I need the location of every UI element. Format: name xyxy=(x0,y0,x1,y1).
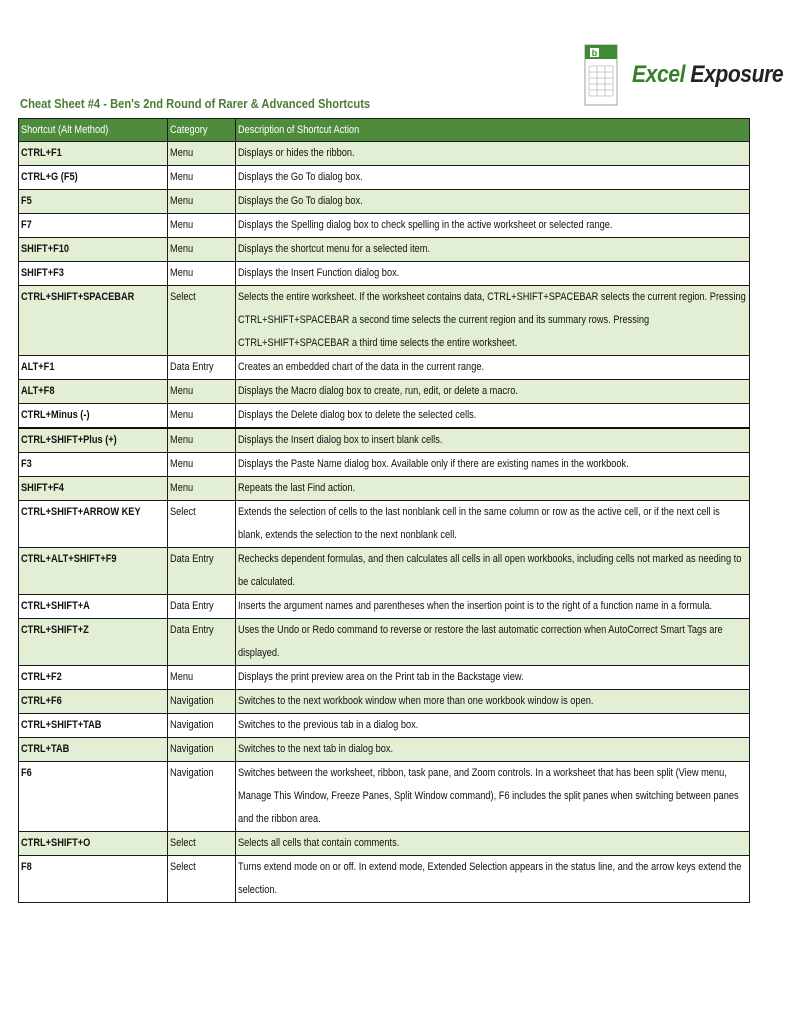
description-cell: Displays the shortcut menu for a selected item. xyxy=(236,238,750,262)
shortcut-cell: CTRL+F1 xyxy=(19,142,168,166)
description-cell: Selects all cells that contain comments. xyxy=(236,832,750,856)
description-cell: Turns extend mode on or off. In extend mode, Extended Selection appears in the status line, and the arrow keys extend the selection. xyxy=(236,856,750,903)
category-cell: Menu xyxy=(168,214,236,238)
description-cell: Displays the Macro dialog box to create, run, edit, or delete a macro. xyxy=(236,380,750,404)
table-row xyxy=(19,595,750,619)
shortcut-cell: F6 xyxy=(19,762,168,832)
category-cell: Menu xyxy=(168,428,236,453)
table-row xyxy=(19,690,750,714)
shortcut-cell: CTRL+F6 xyxy=(19,690,168,714)
svg-text:b: b xyxy=(591,48,598,58)
shortcut-cell: CTRL+SHIFT+TAB xyxy=(19,714,168,738)
description-cell: Displays the print preview area on the Print tab in the Backstage view. xyxy=(236,666,750,690)
category-cell: Menu xyxy=(168,453,236,477)
logo-wordmark xyxy=(632,61,783,89)
category-cell: Select xyxy=(168,856,236,903)
category-cell: Menu xyxy=(168,262,236,286)
category-cell: Navigation xyxy=(168,762,236,832)
page-title: Cheat Sheet #4 - Ben's 2nd Round of Rarer & Advanced Shortcuts xyxy=(20,96,371,111)
header-description: Description of Shortcut Action xyxy=(236,119,750,142)
table-header-row xyxy=(19,119,750,142)
shortcut-cell: F8 xyxy=(19,856,168,903)
table-row xyxy=(19,404,750,429)
shortcut-cell: CTRL+G (F5) xyxy=(19,166,168,190)
category-cell: Menu xyxy=(168,166,236,190)
category-cell: Menu xyxy=(168,238,236,262)
table-row xyxy=(19,262,750,286)
description-cell: Switches to the previous tab in a dialog box. xyxy=(236,714,750,738)
shortcuts-table xyxy=(18,118,750,903)
logo-word-excel: Excel xyxy=(632,61,685,88)
spreadsheet-doc-icon xyxy=(584,44,618,106)
table-row xyxy=(19,762,750,832)
description-cell: Displays the Paste Name dialog box. Available only if there are existing names in the workbook. xyxy=(236,453,750,477)
description-cell: Switches to the next workbook window when more than one workbook window is open. xyxy=(236,690,750,714)
shortcut-cell: SHIFT+F3 xyxy=(19,262,168,286)
table-row xyxy=(19,548,750,595)
table-row xyxy=(19,190,750,214)
category-cell: Menu xyxy=(168,666,236,690)
shortcut-cell: CTRL+TAB xyxy=(19,738,168,762)
category-cell: Navigation xyxy=(168,690,236,714)
description-cell: Extends the selection of cells to the last nonblank cell in the same column or row as the active cell, or if the next cell is blank, extends the selection to the next nonblank cell. xyxy=(236,501,750,548)
table-row xyxy=(19,286,750,356)
shortcut-cell: F7 xyxy=(19,214,168,238)
category-cell: Data Entry xyxy=(168,619,236,666)
description-cell: Displays the Go To dialog box. xyxy=(236,166,750,190)
table-row xyxy=(19,453,750,477)
shortcut-cell: SHIFT+F4 xyxy=(19,477,168,501)
description-cell: Selects the entire worksheet. If the worksheet contains data, CTRL+SHIFT+SPACEBAR selects the current region. Pressing CTRL+SHIFT+SPACEBAR a second time selects the current region and its summary rows. Pressing CTRL+SHIFT+SPACEBAR a third time selects the entire worksheet. xyxy=(236,286,750,356)
table-row xyxy=(19,738,750,762)
shortcut-cell: CTRL+SHIFT+ARROW KEY xyxy=(19,501,168,548)
table-row xyxy=(19,832,750,856)
description-cell: Repeats the last Find action. xyxy=(236,477,750,501)
category-cell: Data Entry xyxy=(168,356,236,380)
category-cell: Navigation xyxy=(168,738,236,762)
description-cell: Switches to the next tab in dialog box. xyxy=(236,738,750,762)
shortcut-cell: SHIFT+F10 xyxy=(19,238,168,262)
description-cell: Displays the Go To dialog box. xyxy=(236,190,750,214)
category-cell: Menu xyxy=(168,190,236,214)
shortcut-cell: CTRL+SHIFT+O xyxy=(19,832,168,856)
category-cell: Menu xyxy=(168,404,236,429)
shortcut-cell: CTRL+SHIFT+SPACEBAR xyxy=(19,286,168,356)
table-row xyxy=(19,380,750,404)
shortcut-cell: CTRL+SHIFT+Plus (+) xyxy=(19,428,168,453)
table-row xyxy=(19,142,750,166)
table-row xyxy=(19,856,750,903)
shortcut-cell: ALT+F8 xyxy=(19,380,168,404)
category-cell: Select xyxy=(168,286,236,356)
category-cell: Data Entry xyxy=(168,595,236,619)
shortcut-cell: F3 xyxy=(19,453,168,477)
shortcut-cell: CTRL+ALT+SHIFT+F9 xyxy=(19,548,168,595)
table-row xyxy=(19,501,750,548)
category-cell: Navigation xyxy=(168,714,236,738)
shortcut-cell: CTRL+SHIFT+A xyxy=(19,595,168,619)
description-cell: Creates an embedded chart of the data in the current range. xyxy=(236,356,750,380)
shortcut-cell: CTRL+SHIFT+Z xyxy=(19,619,168,666)
table-row xyxy=(19,714,750,738)
table-row xyxy=(19,356,750,380)
description-cell: Displays the Spelling dialog box to check spelling in the active worksheet or selected range. xyxy=(236,214,750,238)
shortcut-cell: CTRL+F2 xyxy=(19,666,168,690)
description-cell: Inserts the argument names and parentheses when the insertion point is to the right of a function name in a formula. xyxy=(236,595,750,619)
shortcut-cell: CTRL+Minus (-) xyxy=(19,404,168,429)
header-shortcut: Shortcut (Alt Method) xyxy=(19,119,168,142)
category-cell: Select xyxy=(168,501,236,548)
description-cell: Displays the Delete dialog box to delete the selected cells. xyxy=(236,404,750,429)
description-cell: Rechecks dependent formulas, and then calculates all cells in all open workbooks, including cells not marked as needing to be calculated. xyxy=(236,548,750,595)
table-row xyxy=(19,238,750,262)
category-cell: Menu xyxy=(168,142,236,166)
logo-word-exposure: Exposure xyxy=(690,61,784,88)
category-cell: Data Entry xyxy=(168,548,236,595)
description-cell: Displays the Insert dialog box to insert blank cells. xyxy=(236,428,750,453)
shortcut-cell: F5 xyxy=(19,190,168,214)
description-cell: Displays the Insert Function dialog box. xyxy=(236,262,750,286)
table-row xyxy=(19,214,750,238)
table-row xyxy=(19,166,750,190)
category-cell: Select xyxy=(168,832,236,856)
table-row xyxy=(19,666,750,690)
table-row xyxy=(19,619,750,666)
shortcut-cell: ALT+F1 xyxy=(19,356,168,380)
description-cell: Displays or hides the ribbon. xyxy=(236,142,750,166)
table-row xyxy=(19,477,750,501)
header-category: Category xyxy=(168,119,236,142)
category-cell: Menu xyxy=(168,477,236,501)
table-row xyxy=(19,428,750,453)
excel-exposure-logo xyxy=(584,44,804,106)
category-cell: Menu xyxy=(168,380,236,404)
description-cell: Uses the Undo or Redo command to reverse or restore the last automatic correction when AutoCorrect Smart Tags are displayed. xyxy=(236,619,750,666)
description-cell: Switches between the worksheet, ribbon, task pane, and Zoom controls. In a worksheet that has been split (View menu, Manage This Window, Freeze Panes, Split Window command), F6 includes the split panes when switching between panes and the ribbon area. xyxy=(236,762,750,832)
